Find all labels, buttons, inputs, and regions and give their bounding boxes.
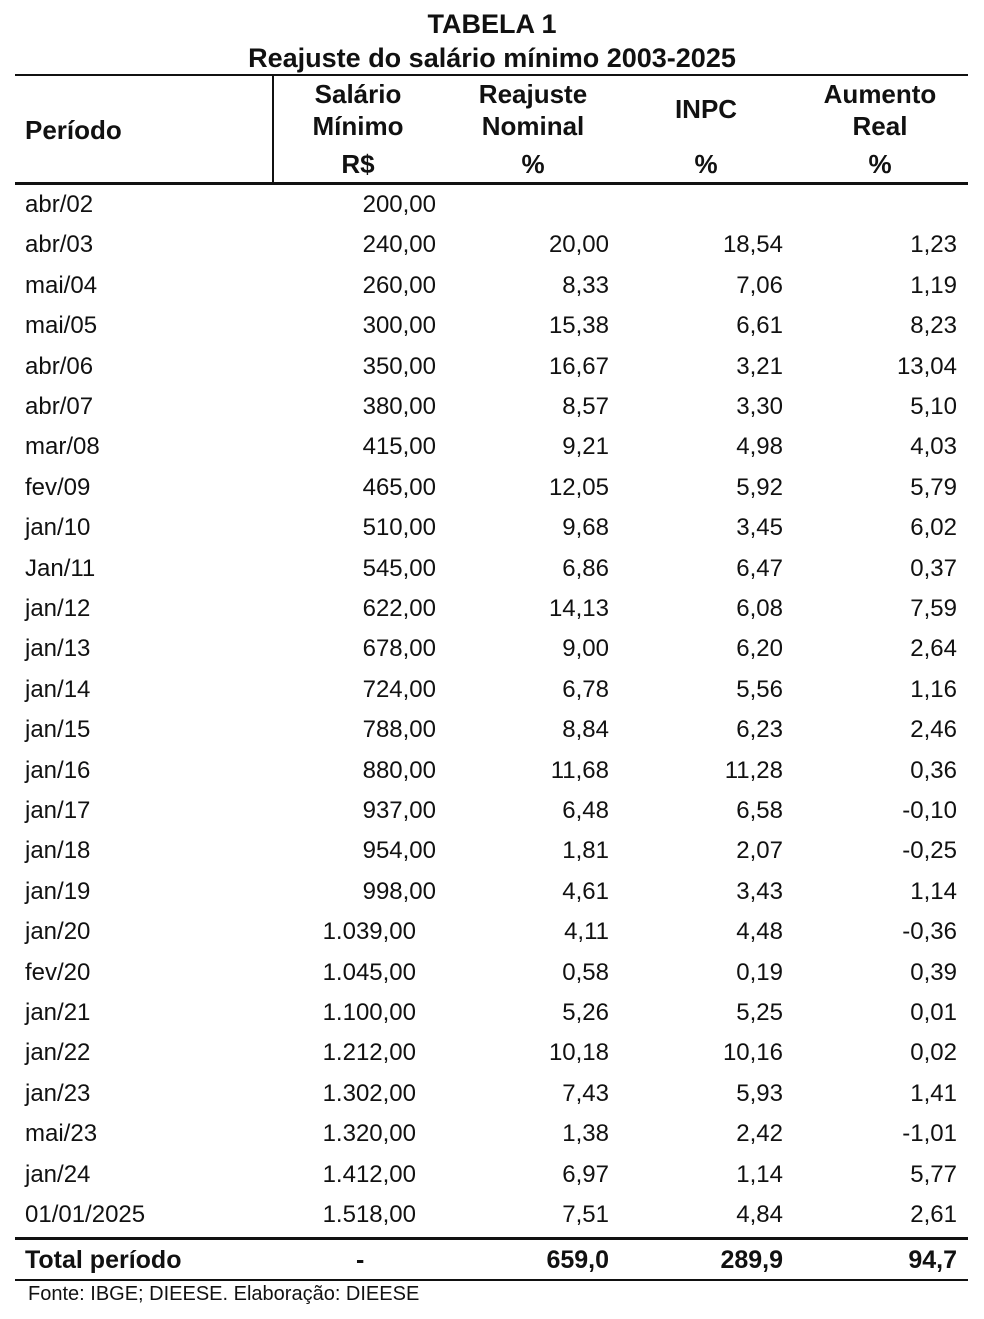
table-row (0, 589, 984, 629)
table-row (0, 710, 984, 750)
cell-reajuste: 8,57 (562, 393, 609, 420)
cell-periodo: jan/14 (25, 675, 91, 703)
cell-aumento: -0,36 (902, 918, 957, 946)
cell-reajuste: 1,38 (562, 1120, 609, 1148)
cell-periodo: mai/04 (25, 271, 98, 299)
table-row (0, 427, 984, 467)
cell-salario: 1.302,00 (322, 1079, 416, 1107)
table-row (0, 1155, 984, 1195)
cell-salario: 415,00 (362, 433, 436, 461)
total-row (0, 1240, 984, 1280)
cell-aumento: 0,39 (910, 958, 957, 986)
cell-inpc: 7,06 (736, 271, 783, 299)
header-top-rule (15, 74, 968, 76)
cell-reajuste: 6,86 (562, 554, 609, 582)
table-row (0, 831, 984, 871)
cell-periodo: abr/03 (25, 231, 94, 259)
cell-aumento: 1,41 (910, 1079, 957, 1107)
cell-salario: 880,00 (362, 756, 436, 784)
cell-salario: 1.039,00 (322, 918, 416, 946)
header-inpc-unit: % (694, 149, 718, 179)
table-row (0, 549, 984, 589)
cell-reajuste: 16,67 (548, 352, 609, 380)
header-aumento-line2: Real (852, 111, 908, 141)
cell-reajuste: 8,84 (562, 716, 609, 744)
cell-periodo: fev/09 (25, 473, 91, 501)
cell-salario: 380,00 (362, 393, 436, 420)
cell-salario: 510,00 (362, 514, 436, 542)
cell-inpc: 18,54 (722, 231, 783, 259)
cell-inpc: 1,14 (736, 1160, 783, 1188)
table-row (0, 953, 984, 993)
cell-reajuste: 1,81 (562, 837, 609, 865)
table-row (0, 1114, 984, 1154)
cell-periodo: Jan/11 (25, 554, 96, 582)
cell-salario: 300,00 (362, 312, 436, 340)
cell-reajuste: 4,11 (564, 918, 609, 946)
cell-reajuste: 14,13 (548, 595, 609, 622)
cell-reajuste: 12,05 (548, 473, 609, 501)
cell-salario: 788,00 (362, 716, 436, 744)
cell-aumento: 0,36 (910, 756, 957, 784)
source-note: Fonte: IBGE; DIEESE. Elaboração: DIEESE (28, 1283, 420, 1305)
cell-aumento: -1,01 (902, 1120, 957, 1148)
cell-reajuste: 6,78 (562, 675, 609, 703)
cell-salario: 350,00 (362, 352, 436, 380)
cell-salario: 200,00 (362, 191, 436, 218)
cell-reajuste: 8,33 (562, 271, 609, 299)
cell-reajuste: 6,48 (562, 797, 609, 824)
header-aumento-line1: Aumento (823, 79, 937, 109)
cell-aumento: 7,59 (910, 595, 957, 622)
cell-aumento: 6,02 (910, 514, 957, 542)
cell-inpc: 11,28 (724, 756, 783, 784)
cell-periodo: jan/12 (25, 595, 91, 622)
cell-inpc: 10,16 (722, 1039, 783, 1067)
cell-inpc: 6,47 (736, 554, 783, 582)
cell-salario: 937,00 (362, 797, 436, 824)
cell-aumento: 2,61 (910, 1201, 957, 1228)
table-row (0, 508, 984, 548)
table-row (0, 1074, 984, 1114)
cell-reajuste: 11,68 (550, 756, 609, 784)
cell-periodo: jan/19 (25, 877, 91, 905)
cell-reajuste: 5,26 (562, 999, 609, 1026)
table-row (0, 306, 984, 346)
header-inpc: INPC (674, 94, 738, 124)
header-reajuste-line1: Reajuste (478, 79, 588, 109)
cell-inpc: 2,42 (736, 1120, 783, 1148)
cell-periodo: jan/23 (25, 1079, 91, 1107)
table-subtitle: Reajuste do salário mínimo 2003-2025 (248, 43, 736, 73)
table-row (0, 266, 984, 306)
cell-salario: 998,00 (362, 877, 436, 905)
cell-reajuste: 0,58 (562, 958, 609, 986)
cell-inpc: 4,48 (736, 918, 783, 946)
total-periodo: Total período (25, 1246, 182, 1274)
cell-salario: 724,00 (362, 675, 436, 703)
total-bottom-rule (15, 1279, 968, 1281)
cell-aumento: 5,77 (910, 1160, 957, 1188)
cell-inpc: 6,61 (736, 312, 783, 340)
cell-periodo: jan/17 (25, 797, 91, 824)
cell-inpc: 5,56 (736, 675, 783, 703)
table-row (0, 791, 984, 831)
cell-inpc: 3,45 (736, 514, 783, 542)
total-aumento: 94,7 (908, 1246, 957, 1274)
cell-reajuste: 6,97 (562, 1160, 609, 1188)
cell-inpc: 0,19 (736, 958, 783, 986)
cell-inpc: 3,30 (736, 393, 783, 420)
cell-salario: 465,00 (362, 473, 436, 501)
cell-salario: 1.045,00 (322, 958, 416, 986)
cell-salario: 1.212,00 (322, 1039, 416, 1067)
cell-inpc: 4,84 (736, 1201, 783, 1228)
cell-aumento: 5,10 (910, 393, 957, 420)
header-salario-line2: Mínimo (312, 111, 404, 141)
table-row (0, 1033, 984, 1073)
cell-reajuste: 7,43 (562, 1079, 609, 1107)
cell-salario: 1.518,00 (322, 1201, 416, 1228)
cell-salario: 1.320,00 (322, 1120, 416, 1148)
cell-inpc: 6,20 (736, 635, 783, 663)
cell-aumento: 8,23 (910, 312, 957, 340)
cell-reajuste: 20,00 (548, 231, 609, 259)
cell-aumento: 2,64 (910, 635, 957, 663)
cell-periodo: abr/02 (25, 191, 94, 218)
cell-periodo: mai/23 (25, 1120, 98, 1148)
cell-aumento: 2,46 (910, 716, 957, 744)
table-title: TABELA 1 (427, 9, 557, 39)
header-reajuste-unit: % (521, 149, 545, 179)
table-row (0, 1195, 984, 1235)
cell-inpc: 6,58 (736, 797, 783, 824)
cell-aumento: 0,02 (910, 1039, 957, 1067)
cell-salario: 260,00 (362, 271, 436, 299)
cell-inpc: 6,08 (736, 595, 783, 622)
cell-reajuste: 15,38 (548, 312, 609, 340)
cell-periodo: jan/24 (25, 1160, 91, 1188)
cell-inpc: 6,23 (736, 716, 783, 744)
cell-aumento: 0,37 (910, 554, 957, 582)
cell-periodo: jan/22 (25, 1039, 91, 1067)
total-reajuste: 659,0 (546, 1246, 609, 1274)
table-row (0, 912, 984, 952)
cell-periodo: jan/13 (25, 635, 91, 663)
cell-salario: 240,00 (362, 231, 436, 259)
cell-salario: 1.100,00 (322, 999, 416, 1026)
cell-aumento: -0,10 (902, 797, 957, 824)
cell-inpc: 2,07 (736, 837, 783, 865)
cell-periodo: jan/21 (25, 999, 91, 1026)
total-inpc: 289,9 (720, 1246, 783, 1274)
header-reajuste-line2: Nominal (481, 111, 585, 141)
cell-aumento: 1,23 (910, 231, 957, 259)
cell-reajuste: 7,51 (562, 1201, 609, 1228)
cell-inpc: 5,93 (736, 1079, 783, 1107)
cell-periodo: jan/10 (25, 514, 91, 542)
cell-aumento: 5,79 (910, 473, 957, 501)
header-aumento-unit: % (868, 149, 892, 179)
cell-periodo: jan/20 (25, 918, 91, 946)
cell-aumento: 0,01 (910, 999, 957, 1026)
cell-salario: 622,00 (362, 595, 436, 622)
cell-salario: 545,00 (362, 554, 436, 582)
cell-periodo: mai/05 (25, 312, 98, 340)
header-column-divider (272, 75, 274, 184)
cell-periodo: jan/18 (25, 837, 91, 865)
cell-periodo: jan/16 (25, 756, 91, 784)
cell-periodo: abr/06 (25, 352, 94, 380)
cell-salario: 1.412,00 (322, 1160, 416, 1188)
table-row (0, 185, 984, 225)
cell-reajuste: 10,18 (548, 1039, 609, 1067)
cell-aumento: 1,19 (910, 271, 957, 299)
cell-reajuste: 9,00 (562, 635, 609, 663)
table-row (0, 670, 984, 710)
cell-inpc: 4,98 (736, 433, 783, 461)
header-periodo: Período (25, 115, 122, 145)
cell-aumento: 13,04 (896, 352, 957, 380)
table-row (0, 468, 984, 508)
cell-aumento: -0,25 (902, 837, 957, 865)
cell-aumento: 1,14 (910, 877, 957, 905)
table-row (0, 347, 984, 387)
cell-periodo: abr/07 (25, 393, 94, 420)
cell-reajuste: 9,21 (562, 433, 609, 461)
cell-reajuste: 9,68 (562, 514, 609, 542)
header-salario-unit: R$ (341, 149, 375, 179)
table-row (0, 751, 984, 791)
table-row (0, 629, 984, 669)
cell-periodo: fev/20 (25, 958, 91, 986)
cell-periodo: 01/01/2025 (25, 1201, 146, 1228)
table-row (0, 993, 984, 1033)
table-row (0, 225, 984, 265)
cell-inpc: 3,43 (736, 877, 783, 905)
table-row (0, 387, 984, 427)
table-row (0, 872, 984, 912)
cell-reajuste: 4,61 (562, 877, 609, 905)
total-salario: - (356, 1246, 365, 1274)
cell-periodo: jan/15 (25, 716, 91, 744)
cell-inpc: 5,25 (736, 999, 783, 1026)
cell-aumento: 1,16 (910, 675, 957, 703)
cell-periodo: mar/08 (25, 433, 100, 461)
header-salario-line1: Salário (314, 79, 402, 109)
cell-aumento: 4,03 (910, 433, 957, 461)
cell-salario: 954,00 (362, 837, 436, 865)
cell-inpc: 5,92 (736, 473, 783, 501)
cell-salario: 678,00 (362, 635, 436, 663)
cell-inpc: 3,21 (736, 352, 783, 380)
